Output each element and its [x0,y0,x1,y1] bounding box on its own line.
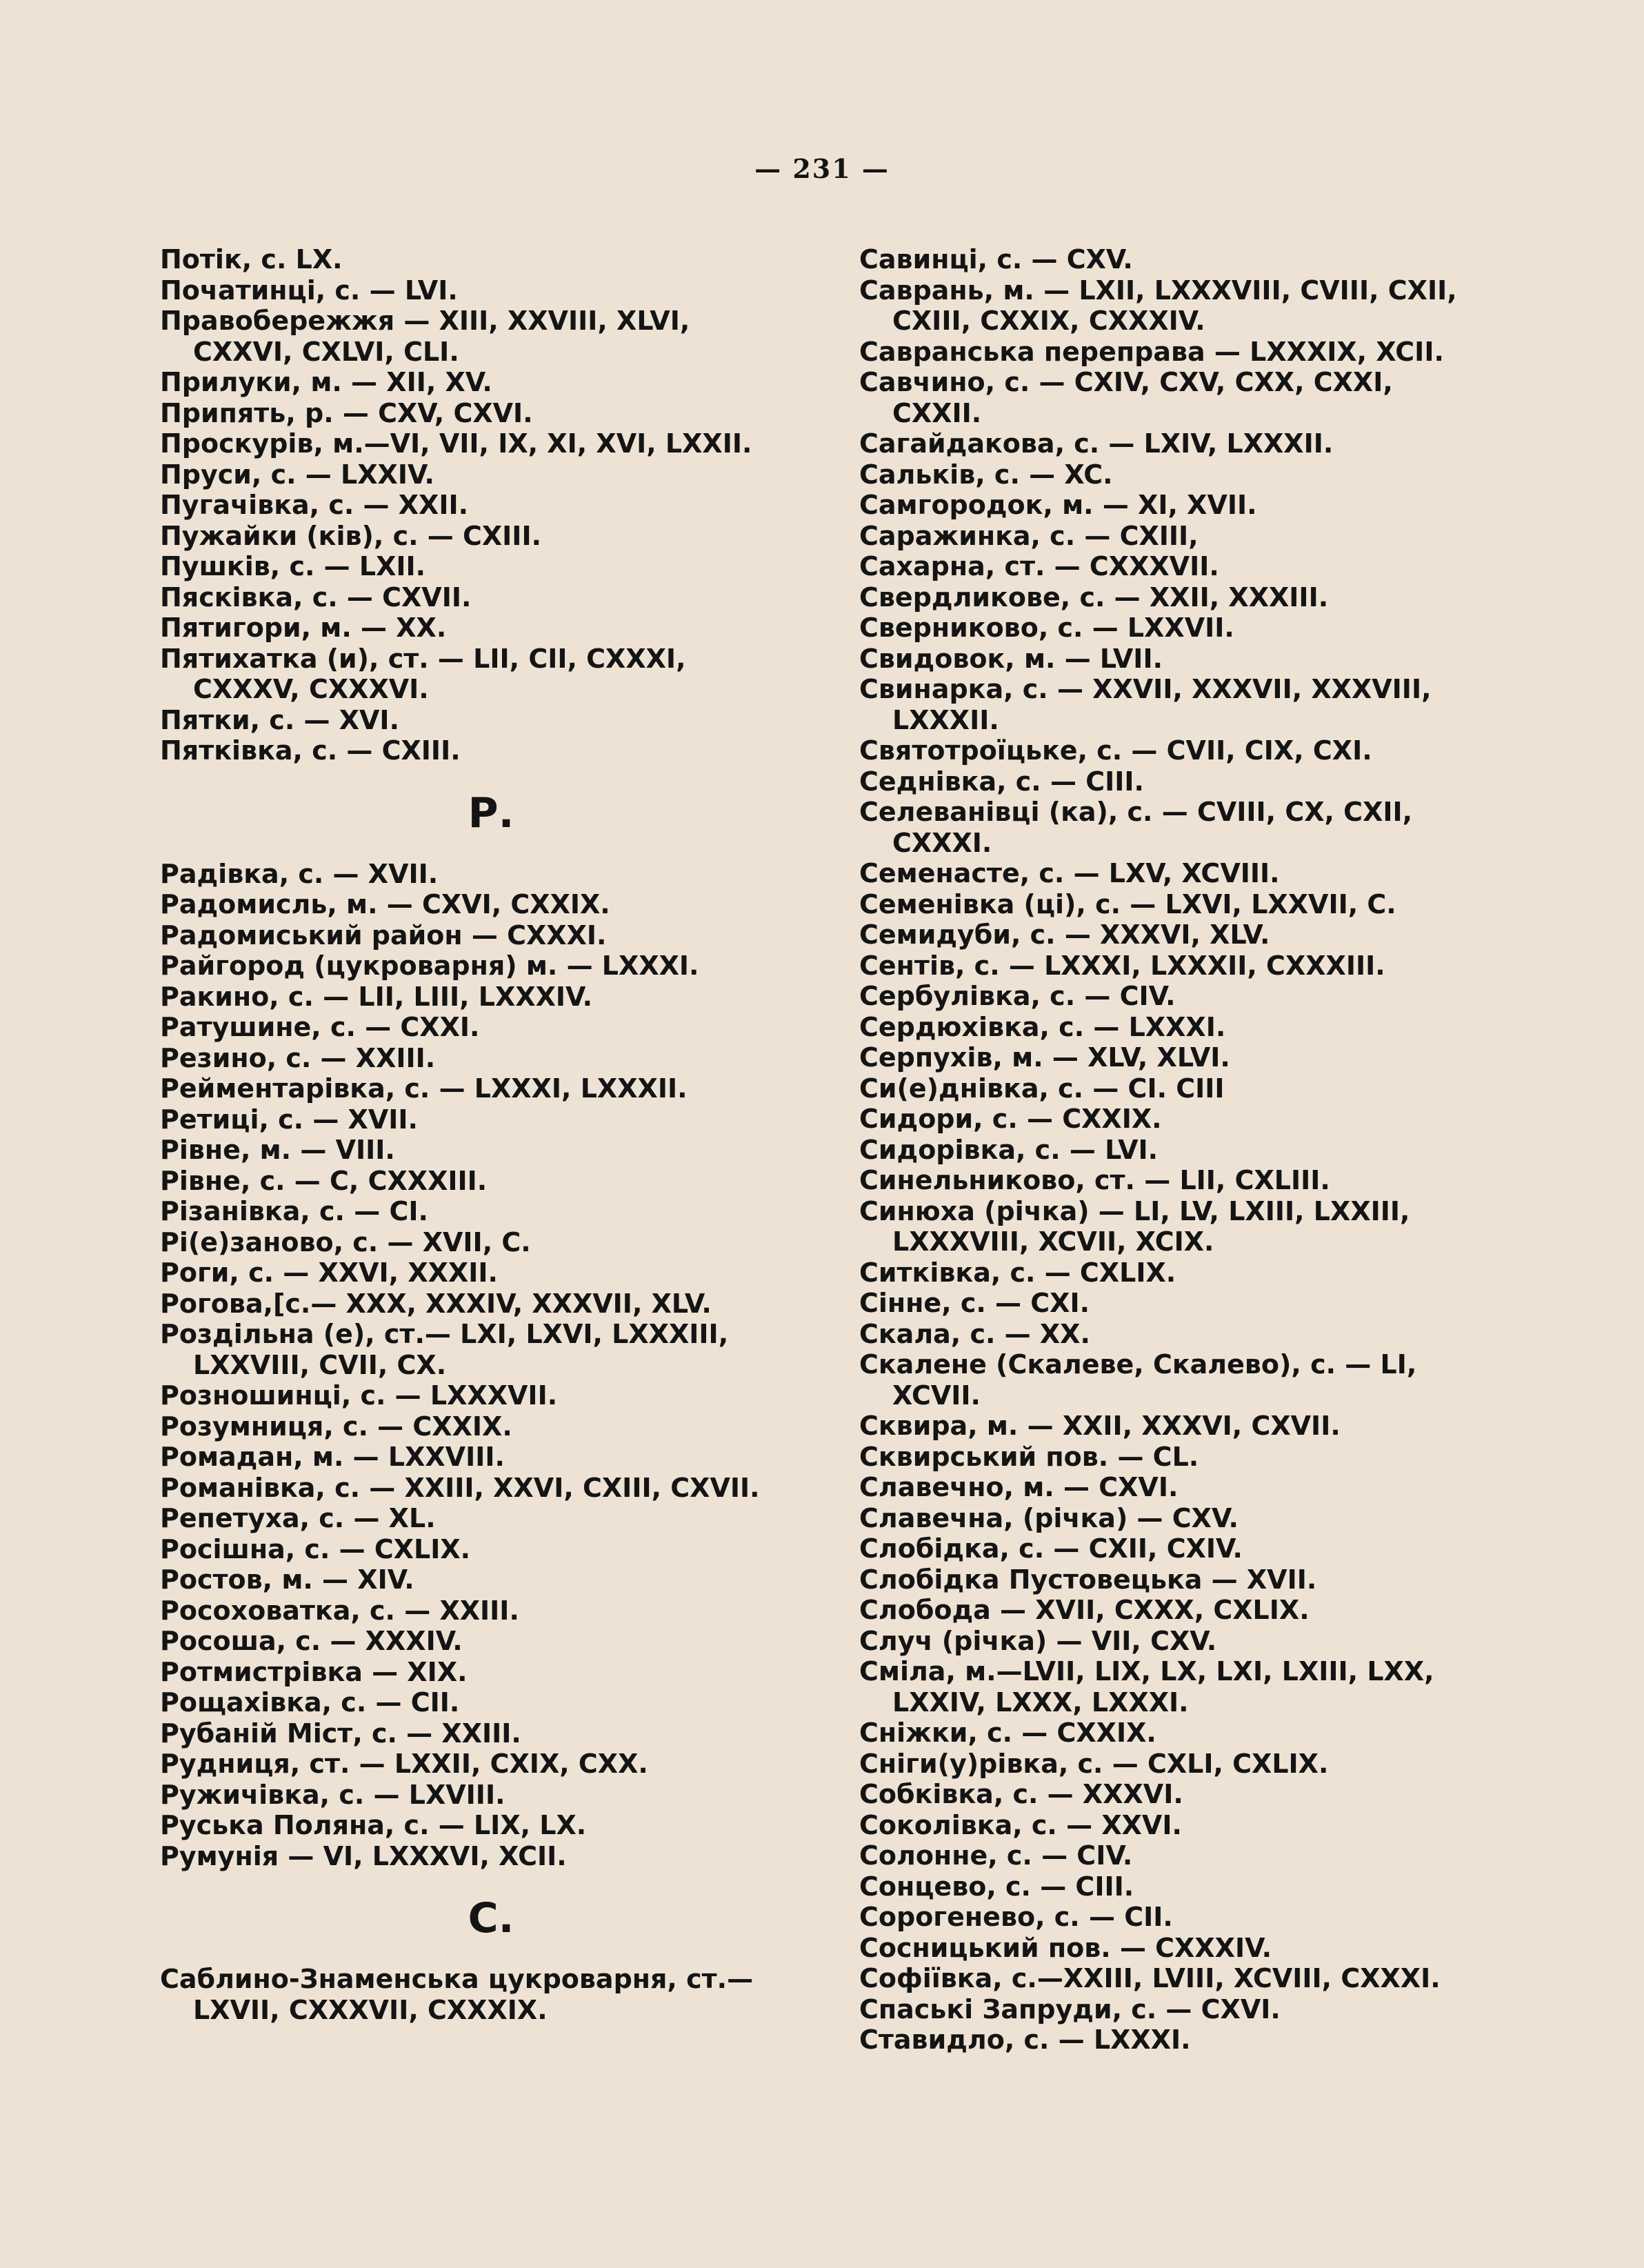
index-entry: Сальків, с. — XC. [859,459,1113,490]
index-entry: Ставидло, с. — LXXXI. [859,2025,1191,2055]
index-entry: Сердюхівка, с. — LXXXI. [859,1011,1226,1042]
index-entry: Райгород (цукроварня) м. — LXXXI. [160,951,699,981]
index-entry: Пясківка, с. — CXVII. [160,581,472,613]
index-entry: Ситківка, с. — CXLIX. [859,1257,1176,1288]
index-entry: Сорогенево, с. — CII. [859,1902,1173,1932]
index-entry: Сквира, м. — XXII, XXXVI, CXVII. [859,1411,1341,1441]
group-p-entries [160,244,767,766]
index-entry: Ротмистрівка — XIX. [160,1656,468,1687]
index-entry: Румунія — VI, LXXXVI, XCII. [160,1840,567,1871]
index-entry: Сидорівка, с. — LVI. [859,1134,1159,1165]
index-entry: Слобідка Пустовецька — XVII. [859,1564,1317,1595]
index-entry: Рі(е)заново, с. — XVII, C. [160,1226,531,1257]
index-entry: Ростов, м. — XIV. [160,1564,414,1595]
index-entry: Свердликове, с. — XXII, XXXIII. [859,581,1329,613]
section-s-entries [160,1964,767,2025]
index-entry: Си(е)днівка, с. — CI. CIII [859,1073,1225,1104]
index-entry: Різанівка, с. — CI. [160,1196,428,1226]
index-entry: Серпухів, м. — XLV, XLVI. [859,1042,1230,1073]
index-entry: Ромадан, м. — LXXVIII. [160,1442,505,1472]
index-entry: Спаські Запруди, с. — CXVI. [859,1993,1281,2025]
index-entry: Рівне, с. — C, CXXXIII. [160,1165,488,1196]
index-entry: Рівне, м. — VIII. [160,1135,395,1165]
index-entry: Пятки, с. — XVI. [160,704,400,735]
index-entry: Савинці, с. — CXV. [859,244,1133,275]
index-entry: Початинці, с. — LVI. [160,275,458,306]
index-entry: Свидовок, м. — LVII. [859,643,1163,674]
index-entry: Пятківка, с. — CXIII. [160,735,461,766]
index-entry: Росішна, с. — CXLIX. [160,1533,471,1564]
index-entry: Соколівка, с. — XXVI. [859,1809,1182,1840]
index-entry: Припять, р. — CXV, CXVI. [160,397,533,428]
index-entry: Сонцево, с. — CIII. [859,1871,1134,1902]
index-entry: Семенасте, с. — LXV, XCVIII. [859,858,1280,888]
index-entry: Рейментарівка, с. — LXXXI, LXXXII. [160,1073,688,1104]
index-entry: Пруси, с. — LXXIV. [160,459,434,490]
index-entry: Савранська переправа — LXXXIX, XCII. [859,336,1444,367]
index-entry: Славечно, м. — CXVI. [859,1472,1179,1502]
index-entry: Проскурів, м.—VI, VII, IX, XI, XVI, LXXII. [160,428,752,459]
index-entry: Ратушине, с. — CXXI. [160,1012,480,1042]
index-entry: Радівка, с. — XVII. [160,858,439,889]
index-entry: Росоховатка, с. — XXIII. [160,1595,519,1626]
index-entry: Сидори, с. — CXXIX. [859,1104,1162,1134]
left-column [160,244,767,2025]
index-entry: Сагайдакова, с. — LXIV, LXXXII. [859,428,1334,459]
index-entry: Свинарка, с. — XXVII, XXXVII, XXXVIII, LXXXII. [859,674,1432,735]
index-entry: Синельниково, ст. — LII, CXLIII. [859,1165,1330,1195]
index-entry: Саражинка, с. — CXIII, [859,520,1199,551]
index-entry: Радомисль, м. — CXVI, CXXIX. [160,889,610,919]
index-entry: Случ (річка) — VII, CXV. [859,1625,1217,1656]
index-entry: Святотроїцьке, с. — CVII, CIX, CXI. [859,735,1372,766]
index-entry: Правобережжя — XIII, XXVIII, XLVI, CXXVI, CXLVI, CLI. [160,306,690,367]
index-entry: Семенівка (ці), с. — LXVI, LXXVII, C. [859,888,1396,919]
right-column [859,244,1466,2056]
index-entry: Ружичівка, с. — LXVIII. [160,1779,505,1810]
index-entry: Сентів, с. — LXXXI, LXXXII, CXXXIII. [859,950,1385,981]
index-entry: Сквирський пов. — CL. [859,1441,1199,1472]
index-entry: Савчино, с. — CXIV, CXV, CXX, CXXI, CXXII. [859,367,1393,428]
index-entry: Сосницький пов. — CXXXIV. [859,1932,1272,1963]
index-entry: Росоша, с. — XXXIV. [160,1626,463,1656]
index-entry: Сверниково, с. — LXXVII. [859,613,1234,643]
index-entry: Солонне, с. — CIV. [859,1840,1133,1871]
page-number: — 231 — [754,153,890,184]
index-entry: Скалене (Скалеве, Скалево), с. — LI, XCVII. [859,1349,1417,1411]
index-entry: Резино, с. — XXIII. [160,1042,436,1073]
index-entry: Ракино, с. — LII, LIII, LXXXIV. [160,981,592,1012]
index-entry: Саблино-Знаменська цукроварня, ст.— LXVII, CXXXVII, CXXXIX. [160,1964,754,2025]
index-entry: Слобода — XVII, CXXX, CXLIX. [859,1595,1310,1625]
index-entry: Скала, с. — XX. [859,1318,1090,1349]
right-column-entries [859,244,1466,2056]
index-entry: Потік, с. LX. [160,244,343,275]
index-entry: Роздільна (е), ст.— LXI, LXVI, LXXXIII, LXXVIII, CVII, CX. [160,1319,729,1380]
index-entry: Пятигори, м. — XX. [160,613,447,643]
index-entry: Семидуби, с. — XXXVI, XLV. [859,919,1270,950]
index-entry: Пугачівка, с. — XXII. [160,490,469,520]
index-entry: Софіївка, с.—XXIII, LVIII, XCVIII, CXXXI. [859,1963,1441,1993]
section-r-entries [160,859,767,1872]
index-entry: Рубаній Міст, с. — XXIII. [160,1718,521,1749]
index-entry: Пушків, с. — LXII. [160,551,426,581]
index-entry: Руська Поляна, с. — LIX, LX. [160,1810,587,1840]
index-entry: Самгородок, м. — XI, XVII. [859,490,1257,520]
index-entry: Сінне, с. — CXI. [859,1288,1090,1318]
index-entry: Слобідка, с. — CXII, CXIV. [859,1533,1243,1564]
index-entry: Рогова,[с.— XXX, XXXIV, XXXVII, XLV. [160,1288,712,1319]
index-entry: Сніжки, с. — CXXIX. [859,1718,1156,1748]
index-entry: Роги, с. — XXVI, XXXII. [160,1257,498,1288]
index-entry: Пятихатка (и), ст. — LII, CII, CXXXI, CXXXV, CXXXVI. [160,643,686,704]
index-entry: Сербулівка, с. — CIV. [859,981,1176,1011]
index-entry: Саврань, м. — LXII, LXXXVIII, CVIII, CXII, CXIII, CXXIX, CXXXIV. [859,275,1457,336]
index-entry: Седнівка, с. — CIII. [859,766,1144,797]
index-entry: Розумниця, с. — CXXIX. [160,1411,512,1442]
index-entry: Синюха (річка) — LI, LV, LXIII, LXXIII, LXXXVIII, XCVII, XCIX. [859,1195,1410,1257]
index-entry: Селеванівці (ка), с. — CVIII, CX, CXII, CXXXI. [859,797,1413,858]
index-entry: Собківка, с. — XXXVI. [859,1779,1183,1809]
index-entry: Сміла, м.—LVII, LIX, LX, LXI, LXIII, LXX, LXXIV, LXXX, LXXXI. [859,1656,1434,1718]
section-letter-s: С. [468,1894,514,1942]
index-entry: Радомиський район — CXXXI. [160,919,607,951]
index-entry: Пужайки (ків), с. — CXIII. [160,520,542,551]
index-entry: Рощахівка, с. — CII. [160,1687,460,1718]
index-entry: Прилуки, м. — XII, XV. [160,367,492,397]
section-letter-r: Р. [468,788,514,837]
index-entry: Славечна, (річка) — CXV. [859,1502,1239,1533]
index-entry: Ретиці, с. — XVII. [160,1104,418,1135]
index-entry: Розношинці, с. — LXXXVII. [160,1380,558,1411]
index-entry: Репетуха, с. — XL. [160,1503,436,1533]
index-entry: Сахарна, ст. — CXXXVII. [859,551,1219,581]
index-entry: Романівка, с. — XXIII, XXVI, CXIII, CXVII. [160,1472,760,1503]
index-entry: Рудниця, ст. — LXXII, CXIX, CXX. [160,1749,648,1779]
index-entry: Сніги(у)рівка, с. — CXLI, CXLIX. [859,1748,1329,1779]
